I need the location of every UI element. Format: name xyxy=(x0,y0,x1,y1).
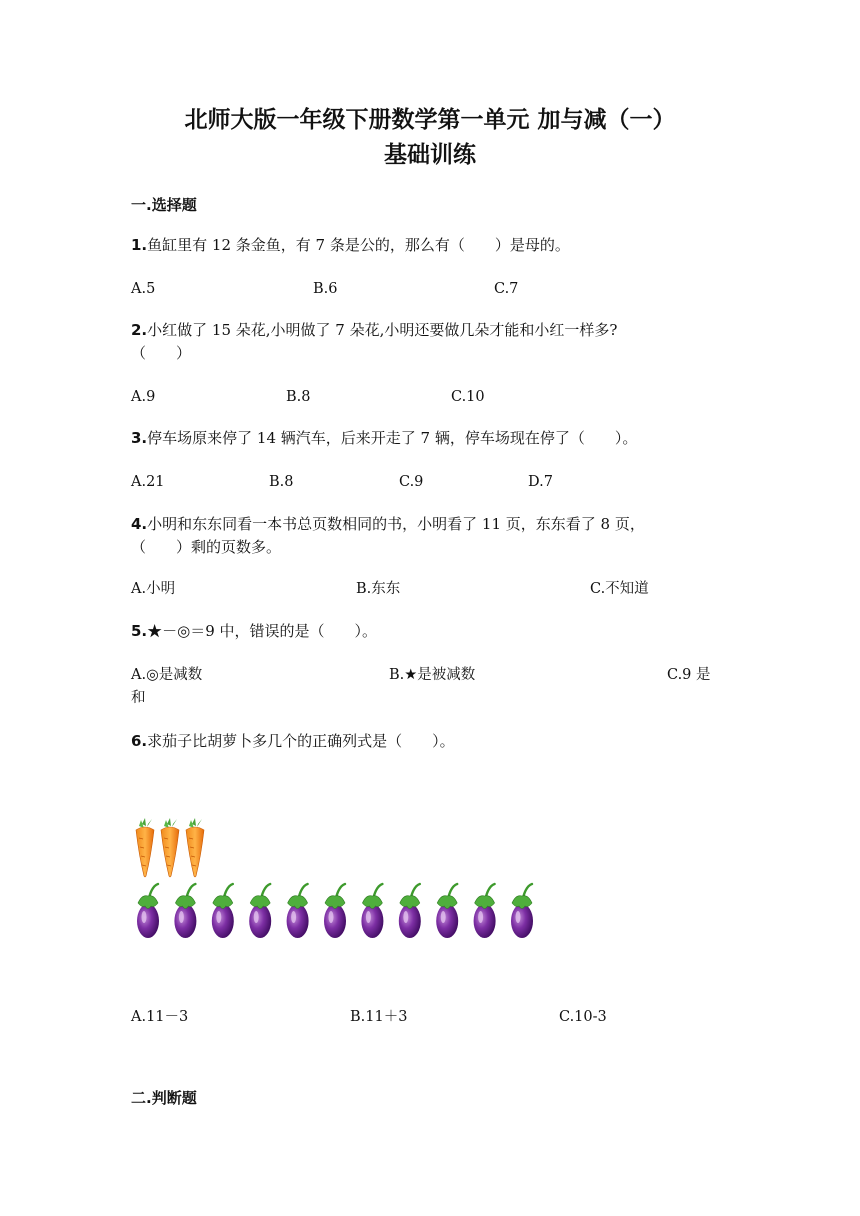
doc-title-line2: 基础训练 xyxy=(384,142,476,168)
eggplant-icon xyxy=(511,884,533,938)
question-1 xyxy=(131,234,731,257)
vegetables-svg xyxy=(131,816,551,946)
option-a: A.◎是减数 xyxy=(131,667,203,683)
eggplant-icon xyxy=(436,884,458,938)
question-text: 停车场原来停了 14 辆汽车，后来开走了 7 辆，停车场现在停了（ ）。 xyxy=(147,429,638,447)
question-number: 4. xyxy=(131,515,148,533)
eggplant-icon xyxy=(137,884,159,938)
option-b: B.6 xyxy=(313,281,338,297)
option-a: A.21 xyxy=(131,474,165,490)
question-number: 3. xyxy=(131,429,148,447)
option-b: B.东东 xyxy=(356,581,401,597)
question-number: 6. xyxy=(131,732,148,750)
question-text: 小明和东东同看一本书总页数相同的书，小明看了 11 页，东东看了 8 页， xyxy=(147,515,645,533)
option-c-wrap: 和 xyxy=(131,690,146,706)
question-text: ★－◎＝9 中，错误的是（ ）。 xyxy=(147,622,378,640)
doc-title-line1: 北师大版一年级下册数学第一单元 加与减（一） xyxy=(184,107,676,133)
question-number: 5. xyxy=(131,622,148,640)
option-c: C.7 xyxy=(494,281,519,297)
option-a: A.5 xyxy=(131,281,156,297)
carrot-icon xyxy=(136,818,154,877)
option-c: C.10-3 xyxy=(559,1009,607,1025)
carrot-icon xyxy=(186,818,204,877)
eggplant-icon xyxy=(174,884,196,938)
option-b: B.8 xyxy=(286,389,311,405)
eggplant-icon xyxy=(399,884,421,938)
option-a: A.小明 xyxy=(131,581,176,597)
vegetables-illustration xyxy=(131,816,551,946)
option-c: C.9 xyxy=(399,474,424,490)
section-heading-judgement: 二.判断题 xyxy=(131,1089,197,1107)
question-number: 2. xyxy=(131,321,148,339)
question-6 xyxy=(131,730,731,753)
eggplant-icon xyxy=(287,884,309,938)
eggplant-icon xyxy=(361,884,383,938)
question-text-cont: （ ）剩的页数多。 xyxy=(131,538,282,556)
eggplant-icon xyxy=(474,884,496,938)
question-number: 1. xyxy=(131,236,148,254)
option-a: A.11－3 xyxy=(131,1009,189,1025)
option-a: A.9 xyxy=(131,389,156,405)
eggplant-icon xyxy=(324,884,346,938)
question-2 xyxy=(131,319,731,365)
question-5 xyxy=(131,620,731,643)
option-b: B.★是被减数 xyxy=(389,667,476,683)
question-text: 鱼缸里有 12 条金鱼，有 7 条是公的，那么有（ ）是母的。 xyxy=(147,236,570,254)
option-c: C.9 是 xyxy=(667,667,711,683)
option-d: D.7 xyxy=(528,474,553,490)
question-4 xyxy=(131,513,731,559)
question-text-cont: （ ） xyxy=(131,344,192,362)
option-c: C.10 xyxy=(451,389,485,405)
question-3 xyxy=(131,427,731,450)
option-b: B.11＋3 xyxy=(350,1009,408,1025)
eggplant-icon xyxy=(212,884,234,938)
section-heading-choice: 一.选择题 xyxy=(131,196,197,214)
eggplant-icon xyxy=(249,884,271,938)
question-text: 求茄子比胡萝卜多几个的正确列式是（ ）。 xyxy=(147,732,455,750)
carrot-icon xyxy=(161,818,179,877)
option-b: B.8 xyxy=(269,474,294,490)
question-text: 小红做了 15 朵花,小明做了 7 朵花,小明还要做几朵才能和小红一样多? xyxy=(147,321,618,339)
option-c: C.不知道 xyxy=(590,581,649,597)
